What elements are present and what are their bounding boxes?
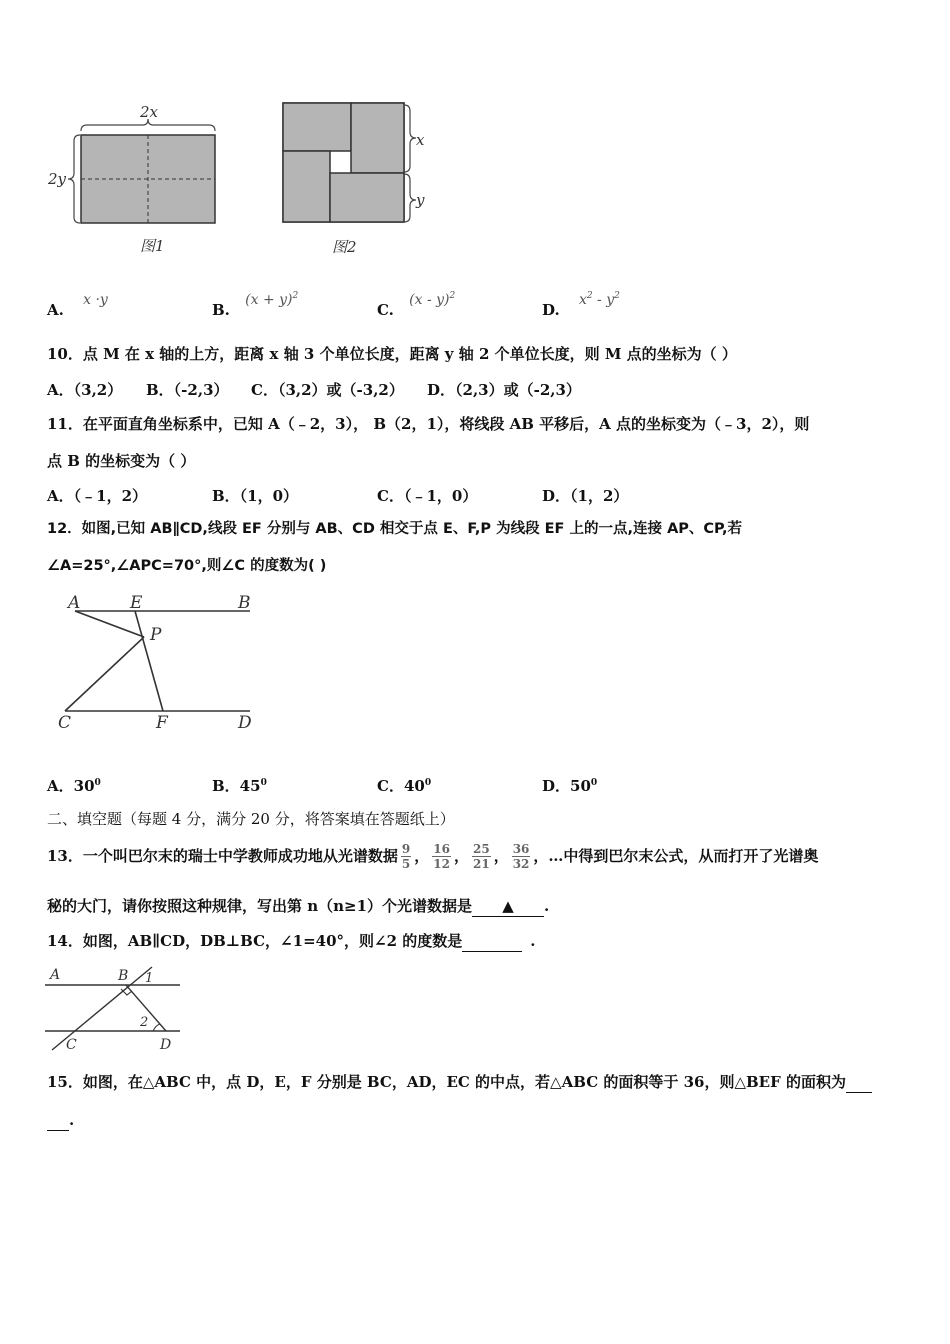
fig2-label-y: y bbox=[416, 191, 425, 209]
label-b: B bbox=[238, 593, 251, 613]
figure-2 bbox=[270, 95, 440, 265]
fraction: $\frac{16}{12}$ bbox=[433, 841, 450, 871]
option-text: C．40 bbox=[377, 777, 425, 795]
fig1-label-2x: 2x bbox=[140, 103, 159, 121]
figure-1 bbox=[40, 95, 240, 265]
q13-line2: 秘的大门，请你按照这种规律，写出第 n（n≥1）个光谱数据是 bbox=[47, 897, 473, 915]
q10-option-b[interactable]: B．（-2,3） bbox=[146, 381, 229, 399]
q11-option-a[interactable]: A．（﹣1，2） bbox=[47, 487, 148, 505]
q10-option-d[interactable]: D．（2,3）或（-2,3） bbox=[427, 381, 581, 399]
q9-option-a[interactable] bbox=[47, 290, 108, 319]
math-expression: (x + y) bbox=[245, 292, 293, 308]
superscript: 2 bbox=[292, 291, 299, 301]
section-heading: 二、填空题（每题 4 分，满分 20 分，将答案填在答题纸上） bbox=[47, 810, 455, 828]
fraction: $\frac{9}{5}$ bbox=[401, 841, 411, 871]
q10-option-a[interactable]: A．（3,2） bbox=[47, 381, 123, 399]
superscript: 2 bbox=[449, 291, 456, 301]
label-d: D bbox=[160, 1037, 172, 1053]
option-letter: B. bbox=[212, 301, 230, 319]
label-e: E bbox=[130, 593, 143, 613]
answer-blank[interactable] bbox=[846, 1072, 872, 1093]
q15-stem-line2 bbox=[47, 1110, 74, 1131]
q9-option-b[interactable] bbox=[212, 290, 299, 319]
option-text: B．45 bbox=[212, 777, 261, 795]
label-p: P bbox=[150, 625, 162, 645]
fraction: $\frac{25}{21}$ bbox=[472, 841, 490, 871]
q12-stem-line2: ∠A=25°,∠APC=70°,则∠C 的度数为( ) bbox=[47, 558, 327, 574]
q14-figure bbox=[40, 962, 190, 1057]
q12-option-c[interactable] bbox=[377, 775, 431, 796]
degree-sup: 0 bbox=[424, 778, 432, 788]
fig2-rect-bottomright bbox=[330, 173, 404, 222]
q9-option-d[interactable] bbox=[542, 290, 620, 319]
math-expression: - y bbox=[592, 292, 615, 308]
q11-option-b[interactable]: B．（1，0） bbox=[212, 487, 299, 505]
separator: ， bbox=[493, 847, 509, 865]
label-f: F bbox=[156, 713, 168, 733]
q14-text: 14．如图，AB∥CD，DB⊥BC，∠1=40°，则∠2 的度数是 bbox=[47, 932, 463, 950]
q14-stem bbox=[47, 931, 535, 952]
q12-figure bbox=[50, 588, 270, 738]
degree-sup: 0 bbox=[94, 778, 101, 788]
q13-stem-line1 bbox=[47, 833, 818, 879]
fig1-label-2y: 2y bbox=[48, 170, 67, 188]
superscript: 2 bbox=[586, 291, 593, 301]
segment-ap bbox=[75, 611, 144, 637]
separator: ， bbox=[414, 847, 430, 865]
label-c: C bbox=[66, 1037, 77, 1053]
q12-option-b[interactable] bbox=[212, 775, 267, 796]
q10-option-c[interactable]: C．（3,2）或（-3,2） bbox=[251, 381, 404, 399]
degree-sup: 0 bbox=[260, 778, 267, 788]
q12-option-a[interactable] bbox=[47, 775, 101, 796]
q15-text: 15．如图，在△ABC 中，点 D，E，F 分别是 BC，AD，EC 的中点，若△ABC 的面积等于 36，则△BEF 的面积为 bbox=[47, 1073, 846, 1091]
label-c: C bbox=[58, 713, 72, 733]
fraction: $\frac{36}{32}$ bbox=[512, 841, 530, 871]
degree-sup: 0 bbox=[590, 778, 598, 788]
q13-after: ，…中得到巴尔末公式，从而打开了光谱奥 bbox=[533, 847, 819, 865]
fig2-label-x: x bbox=[416, 131, 425, 149]
separator: ， bbox=[453, 847, 469, 865]
q11-option-c[interactable]: C．（﹣1，0） bbox=[377, 487, 478, 505]
q11-stem-line2: 点 B 的坐标变为（ ） bbox=[47, 452, 196, 470]
fig2-rect-topright bbox=[351, 103, 404, 173]
q11-stem-line1: 11．在平面直角坐标系中，已知 A（﹣2，3）， B（2，1），将线段 AB 平移后，A 点的坐标变为（﹣3，2），则 bbox=[47, 415, 810, 433]
label-a: A bbox=[50, 967, 61, 983]
label-d: D bbox=[238, 713, 252, 733]
answer-blank-continued[interactable] bbox=[47, 1110, 69, 1131]
q12-option-d[interactable] bbox=[542, 775, 597, 796]
label-2: 2 bbox=[140, 1015, 149, 1030]
math-expression: (x - y) bbox=[409, 292, 450, 308]
label-1: 1 bbox=[145, 971, 154, 986]
q12-stem-line1: 12．如图,已知 AB∥CD,线段 EF 分别与 AB、CD 相交于点 E、F,P 为线段 EF 上的一点,连接 AP、CP,若 bbox=[47, 521, 743, 537]
q11-option-d[interactable]: D．（1，2） bbox=[542, 487, 629, 505]
fig1-caption: 图1 bbox=[140, 237, 165, 255]
answer-blank[interactable] bbox=[462, 931, 522, 952]
fig2-rect-bottomleft bbox=[283, 151, 330, 222]
math-expression: x ·y bbox=[83, 292, 108, 308]
option-letter: A. bbox=[47, 301, 64, 319]
q9-option-c[interactable] bbox=[377, 290, 456, 319]
period: . bbox=[530, 932, 536, 950]
fig2-caption: 图2 bbox=[332, 238, 357, 256]
label-b: B bbox=[118, 968, 129, 984]
option-text: D．50 bbox=[542, 777, 591, 795]
q15-stem-line1 bbox=[47, 1072, 872, 1093]
option-text: A．30 bbox=[47, 777, 95, 795]
q13-stem-line2 bbox=[47, 896, 549, 917]
q13-intro: 13．一个叫巴尔末的瑞士中学教师成功地从光谱数据 bbox=[47, 847, 398, 865]
fig2-rect-topleft bbox=[283, 103, 351, 151]
superscript: 2 bbox=[614, 291, 620, 301]
period: . bbox=[544, 897, 550, 915]
segment-cp bbox=[65, 637, 144, 711]
q10-stem: 10．点 M 在 x 轴的上方，距离 x 轴 3 个单位长度，距离 y 轴 2 个单位长度，则 M 点的坐标为（ ） bbox=[47, 345, 737, 363]
option-letter: D. bbox=[542, 301, 560, 319]
answer-blank[interactable]: ▲ bbox=[472, 896, 544, 917]
period: . bbox=[69, 1111, 75, 1129]
math-expression: x bbox=[578, 292, 587, 308]
option-letter: C. bbox=[377, 301, 394, 319]
label-a: A bbox=[68, 593, 81, 613]
